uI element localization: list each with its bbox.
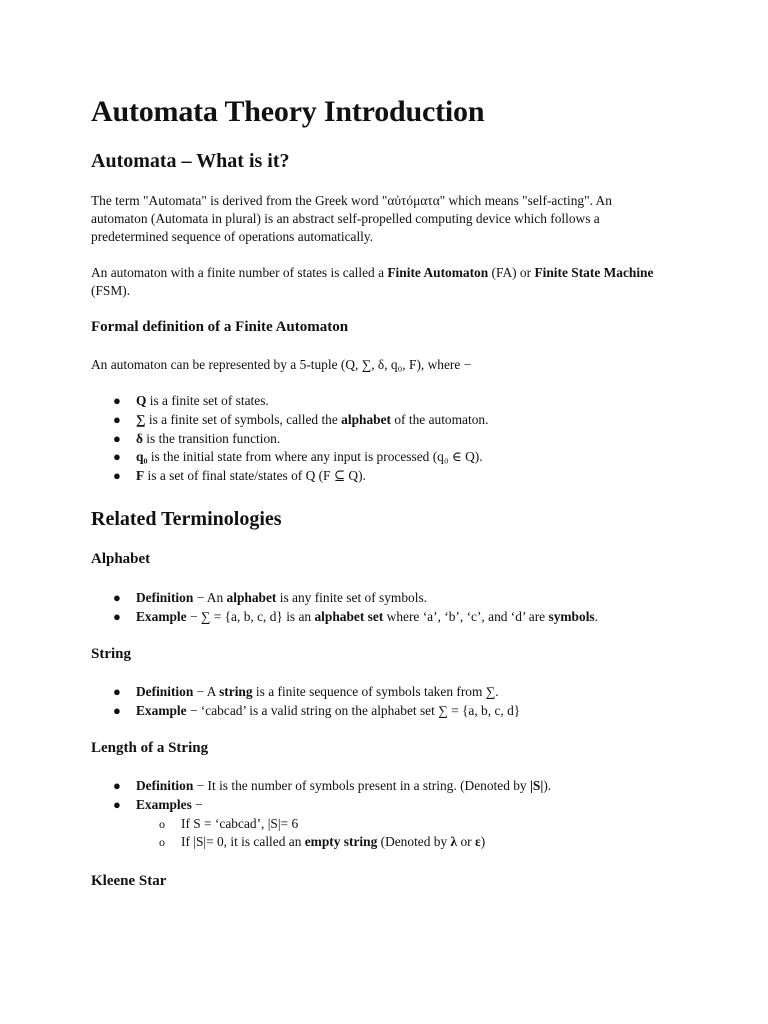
- circle-bullet-icon: o: [159, 835, 165, 850]
- subheading-string: String: [91, 646, 132, 662]
- section-heading-formal-definition: Formal definition of a Finite Automaton: [91, 319, 349, 335]
- section-heading-related-terminologies: Related Terminologies: [91, 508, 282, 530]
- paragraph-finite-automaton: An automaton with a finite number of states is called a Finite Automaton (FA) or Finite State Machine (FSM).: [91, 265, 654, 298]
- tuple-list: [91, 392, 691, 486]
- list-item: ● ∑ is a finite set of symbols, called the alphabet of the automaton.: [91, 411, 691, 430]
- paragraph-five-tuple: An automaton can be represented by a 5-tuple (Q, ∑, δ, q₀, F), where −: [91, 357, 472, 372]
- subheading-kleene-star: Kleene Star: [91, 873, 167, 889]
- paragraph-automata-definition: The term "Automata" is derived from the Greek word "αὐτόματα" which means "self-acting". An automaton (Automata in plural) is an abstract self-propelled computing device which follows a predetermined sequence of operations automatically.: [91, 193, 612, 244]
- alphabet-list: [91, 589, 691, 627]
- bullet-icon: ●: [113, 608, 121, 624]
- bullet-icon: ●: [113, 449, 121, 465]
- list-item: ● q₀ is the initial state from where any input is processed (q₀ ∈ Q).: [91, 448, 691, 467]
- section-heading-automata: Automata – What is it?: [91, 150, 290, 172]
- bullet-icon: ●: [113, 796, 121, 812]
- bullet-icon: ●: [113, 684, 121, 699]
- length-list: [91, 777, 691, 852]
- bullet-icon: ●: [113, 702, 121, 718]
- subheading-length-of-string: Length of a String: [91, 740, 209, 756]
- examples-sublist: [136, 815, 691, 853]
- bullet-icon: ●: [113, 393, 121, 408]
- list-item: ● Q is a finite set of states.: [91, 392, 691, 411]
- bullet-icon: ●: [113, 778, 121, 793]
- list-item: ● Example − ‘cabcad’ is a valid string on the alphabet set ∑ = {a, b, c, d}: [91, 702, 691, 721]
- bullet-icon: ●: [113, 590, 121, 605]
- page-title: Automata Theory Introduction: [91, 95, 485, 128]
- list-item: ● F is a set of final state/states of Q (F ⊆ Q).: [91, 467, 691, 486]
- list-item: ● Definition − An alphabet is any finite set of symbols.: [91, 589, 691, 608]
- list-item: ● Examples − o If S = ‘cabcad’, |S|= 6 o If |S|= 0, it is called an empty string (Denoted by λ or ε): [91, 796, 691, 852]
- list-item: ● δ is the transition function.: [91, 430, 691, 449]
- list-item: o If S = ‘cabcad’, |S|= 6: [91, 815, 691, 834]
- list-item: o If |S|= 0, it is called an empty string (Denoted by λ or ε): [91, 833, 691, 852]
- string-list: [91, 683, 691, 721]
- bullet-icon: ●: [113, 468, 121, 484]
- circle-bullet-icon: o: [159, 816, 165, 831]
- bullet-icon: ●: [113, 411, 121, 427]
- list-item: ● Example − ∑ = {a, b, c, d} is an alphabet set where ‘a’, ‘b’, ‘c’, and ‘d’ are symbols.: [91, 608, 691, 627]
- bullet-icon: ●: [113, 430, 121, 446]
- list-item: ● Definition − A string is a finite sequence of symbols taken from ∑.: [91, 683, 691, 702]
- list-item: ● Definition − It is the number of symbols present in a string. (Denoted by |S|).: [91, 777, 691, 796]
- subheading-alphabet: Alphabet: [91, 551, 151, 567]
